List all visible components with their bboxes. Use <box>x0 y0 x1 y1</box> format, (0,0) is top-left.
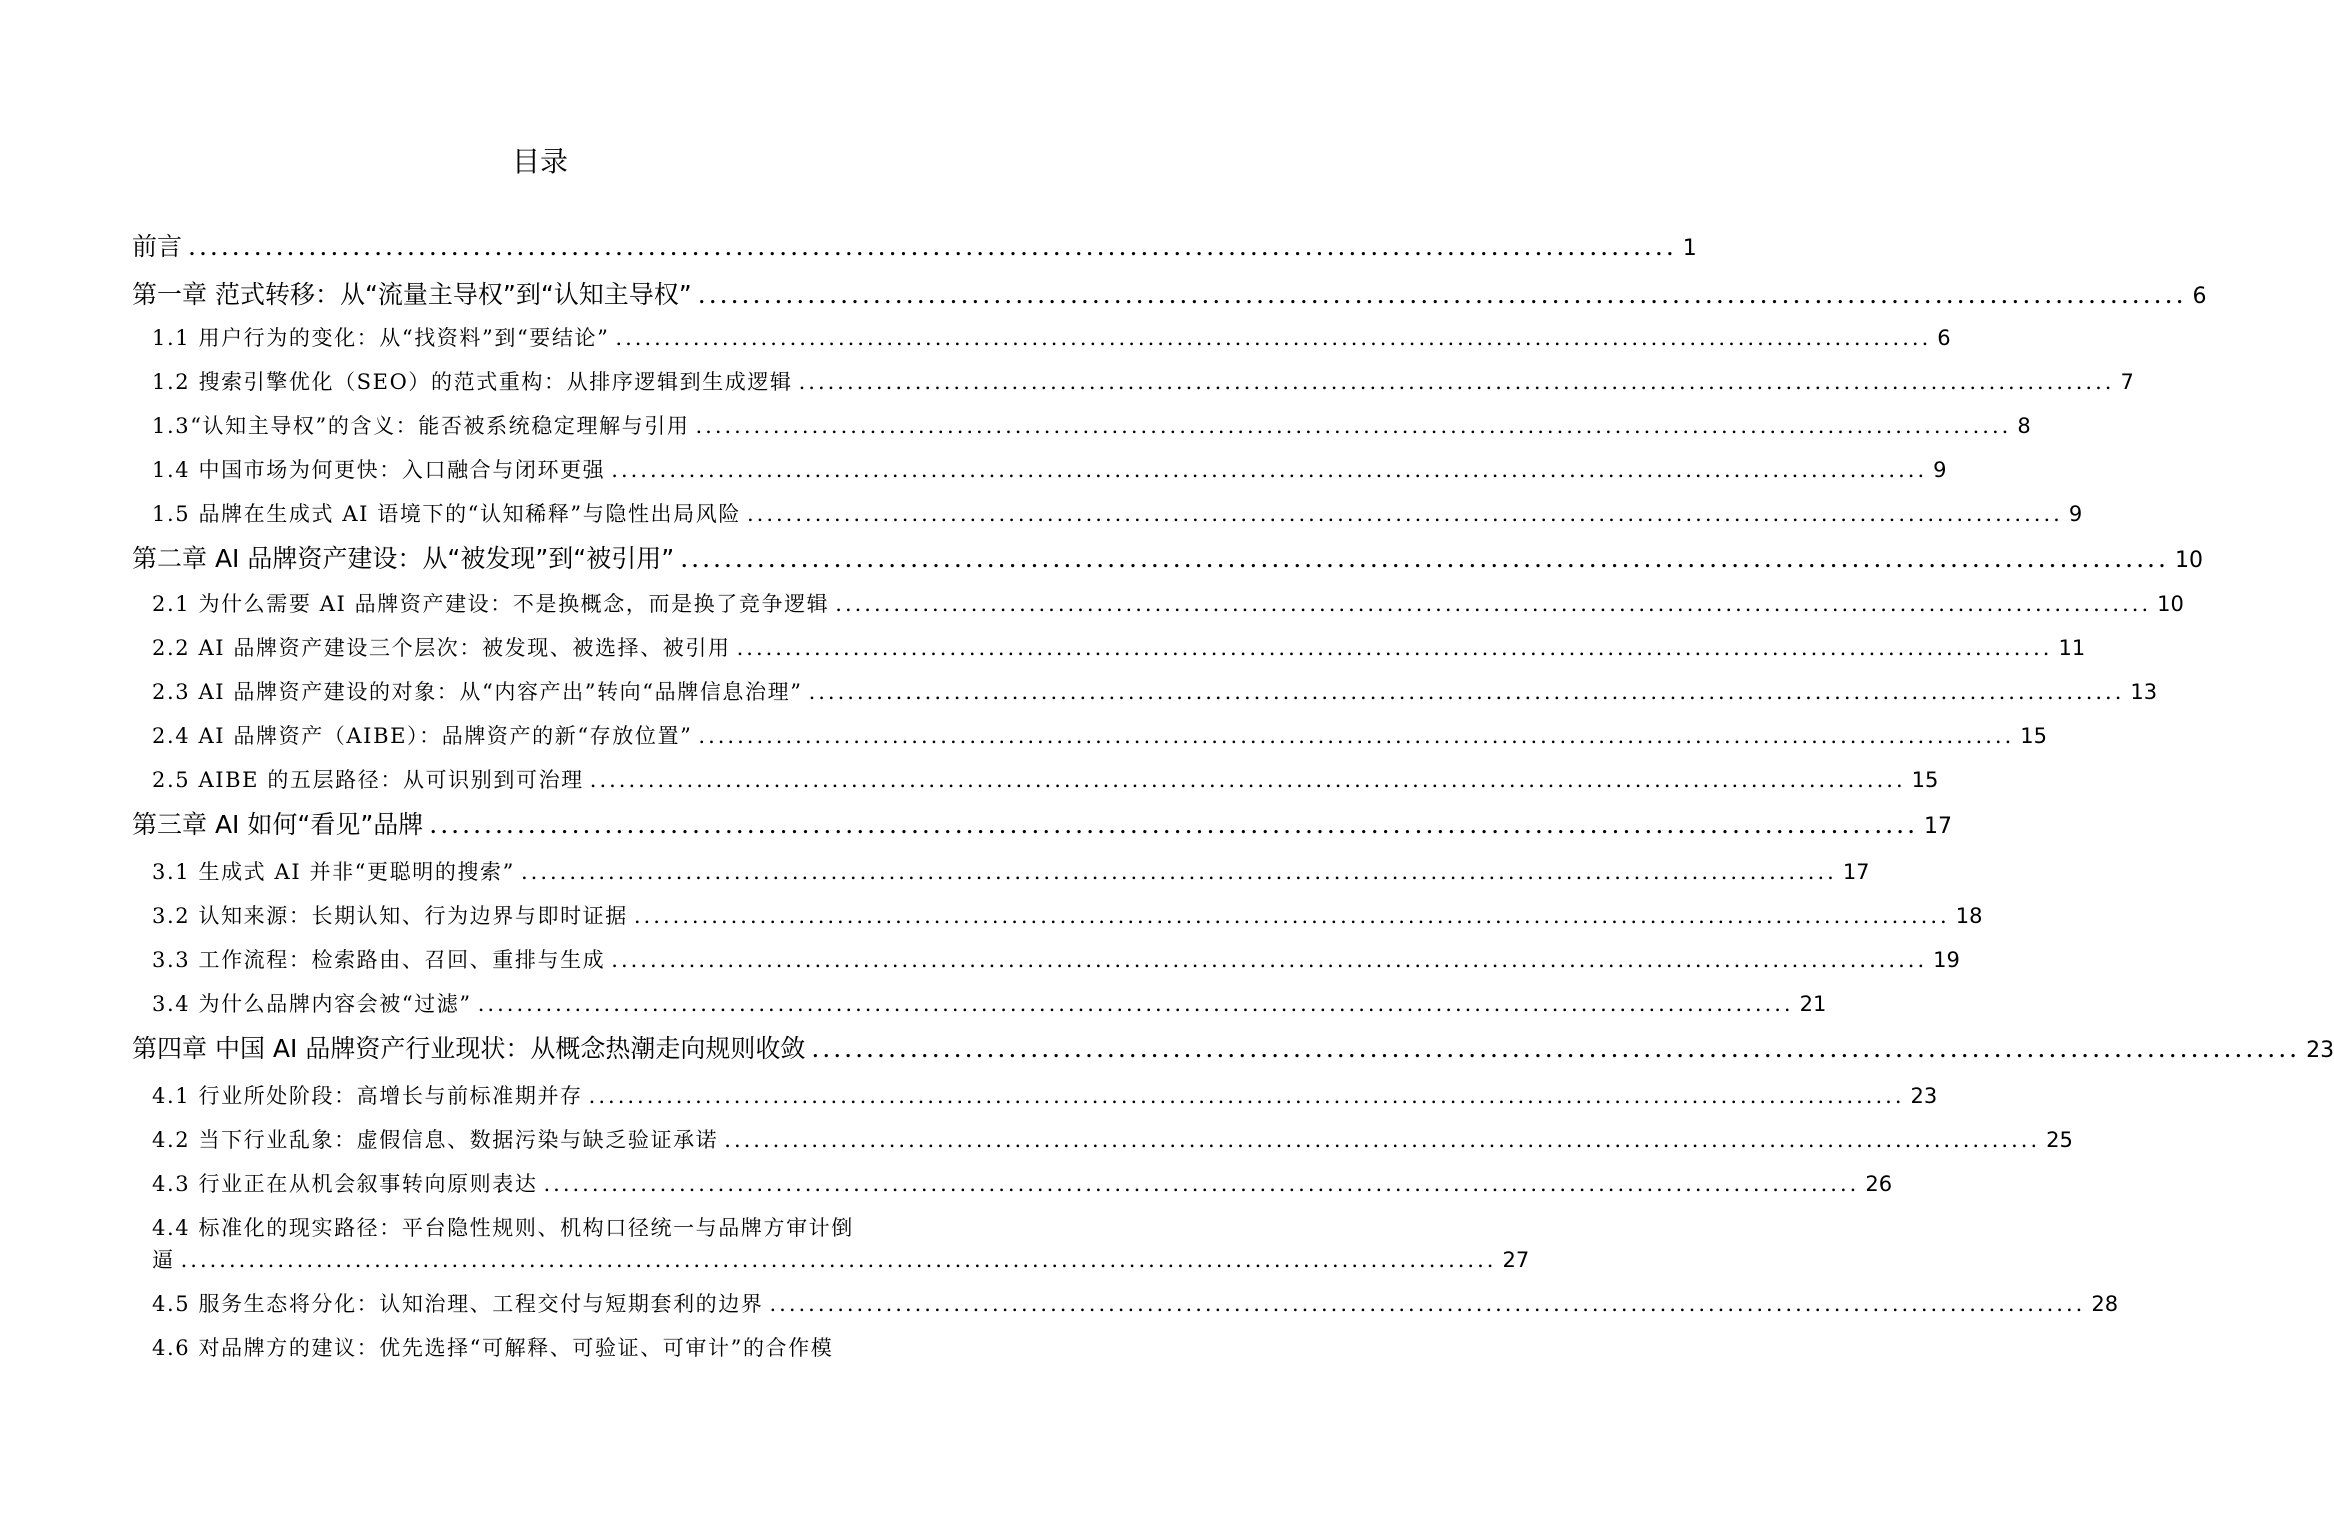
dot-leader: ........................................................................................................................................ <box>811 1034 2301 1063</box>
toc-entry-section-4-4-line-1[interactable] <box>152 1212 952 1244</box>
toc-entry-label: 1.4 中国市场为何更快：入口融合与闭环更强 <box>152 458 606 482</box>
toc-entry-section-1-1[interactable] <box>152 322 1951 354</box>
toc-entry-chapter-1[interactable] <box>132 278 2207 314</box>
dot-leader: ........................................................................................................................................ <box>588 1084 1905 1108</box>
toc-entry-page: 7 <box>2120 370 2134 394</box>
toc-entry-section-4-3[interactable] <box>152 1168 1893 1200</box>
toc-entry-page: 15 <box>2020 724 2047 748</box>
toc-entry-page: 9 <box>1933 458 1947 482</box>
toc-entry-page: 10 <box>2174 548 2203 573</box>
toc-entry-section-1-4[interactable] <box>152 454 1947 486</box>
toc-entry-page: 15 <box>1911 768 1939 792</box>
toc-entry-section-2-4[interactable] <box>152 720 2047 752</box>
dot-leader: ........................................................................................................................................ <box>769 1292 2086 1316</box>
toc-entry-label: 4.4 标准化的现实路径：平台隐性规则、机构口径统一与品牌方审计倒 <box>152 1216 854 1240</box>
dot-leader: ........................................................................................................................................ <box>611 458 1928 482</box>
toc-entry-label: 第一章 范式转移：从“流量主导权”到“认知主导权” <box>132 280 692 309</box>
dot-leader: ........................................................................................................................................ <box>520 860 1837 884</box>
dot-leader: ........................................................................................................................................ <box>477 992 1794 1016</box>
toc-entry-page: 23 <box>2306 1038 2334 1063</box>
dot-leader: ........................................................................................................................................ <box>615 326 1932 350</box>
toc-entry-label: 第二章 AI 品牌资产建设：从“被发现”到“被引用” <box>132 544 675 573</box>
dot-leader: ........................................................................................................................................ <box>835 592 2152 616</box>
toc-entry-preface[interactable] <box>132 230 1697 266</box>
toc-entry-label: 第四章 中国 AI 品牌资产行业现状：从概念热潮走向规则收敛 <box>132 1034 806 1063</box>
toc-entry-page: 17 <box>1842 860 1870 884</box>
toc-entry-section-1-2[interactable] <box>152 366 2134 398</box>
dot-leader: ........................................................................................................................................ <box>798 370 2115 394</box>
toc-entry-section-3-4[interactable] <box>152 988 1827 1020</box>
toc-entry-page: 27 <box>1502 1248 1530 1272</box>
toc-entry-label: 4.1 行业所处阶段：高增长与前标准期并存 <box>152 1084 583 1108</box>
dot-leader: ........................................................................................................................................ <box>180 1248 1497 1272</box>
toc-entry-label: 2.5 AIBE 的五层路径：从可识别到可治理 <box>152 768 584 792</box>
toc-entry-label: 2.2 AI 品牌资产建设三个层次：被发现、被选择、被引用 <box>152 636 731 660</box>
toc-entry-page: 10 <box>2157 592 2184 616</box>
toc-entry-page: 26 <box>1865 1172 1893 1196</box>
toc-entry-section-4-4-line-2[interactable] <box>152 1244 1530 1276</box>
toc-entry-section-4-6[interactable] <box>152 1332 952 1364</box>
toc-entry-label-continued: 逼 <box>152 1248 175 1272</box>
toc-entry-page: 8 <box>2017 414 2031 438</box>
dot-leader: ........................................................................................................................................ <box>746 502 2063 526</box>
toc-entry-section-2-3[interactable] <box>152 676 2158 708</box>
toc-entry-label: 3.1 生成式 AI 并非“更聪明的搜索” <box>152 860 515 884</box>
toc-entry-section-2-5[interactable] <box>152 764 1939 796</box>
toc-entry-page: 17 <box>1924 814 1953 839</box>
toc-entry-section-4-1[interactable] <box>152 1080 1938 1112</box>
toc-entry-page: 6 <box>1937 326 1951 350</box>
dot-leader: ........................................................................................................................................ <box>736 636 2053 660</box>
toc-entry-label: 4.3 行业正在从机会叙事转向原则表达 <box>152 1172 538 1196</box>
dot-leader: ........................................................................................................................................ <box>543 1172 1860 1196</box>
toc-entry-section-3-3[interactable] <box>152 944 1960 976</box>
toc-entry-label: 3.2 认知来源：长期认知、行为边界与即时证据 <box>152 904 628 928</box>
toc-entry-page: 6 <box>2192 284 2207 309</box>
toc-entry-label: 4.2 当下行业乱象：虚假信息、数据污染与缺乏验证承诺 <box>152 1128 719 1152</box>
toc-entry-page: 1 <box>1682 236 1697 261</box>
dot-leader: ........................................................................................................................................ <box>188 232 1677 261</box>
toc-entry-section-4-5[interactable] <box>152 1288 2119 1320</box>
toc-entry-label: 1.3“认知主导权”的含义：能否被系统稳定理解与引用 <box>152 414 690 438</box>
toc-entry-label: 3.4 为什么品牌内容会被“过滤” <box>152 992 472 1016</box>
toc-entry-label: 3.3 工作流程：检索路由、召回、重排与生成 <box>152 948 606 972</box>
toc-entry-section-3-2[interactable] <box>152 900 1983 932</box>
dot-leader: ........................................................................................................................................ <box>697 280 2187 309</box>
toc-entry-page: 21 <box>1799 992 1827 1016</box>
toc-entry-page: 18 <box>1955 904 1983 928</box>
toc-entry-label: 2.1 为什么需要 AI 品牌资产建设：不是换概念，而是换了竞争逻辑 <box>152 592 830 616</box>
dot-leader: ........................................................................................................................................ <box>695 414 2012 438</box>
dot-leader: ........................................................................................................................................ <box>633 904 1950 928</box>
toc-entry-page: 19 <box>1933 948 1960 972</box>
toc-entry-section-2-1[interactable] <box>152 588 2184 620</box>
dot-leader: ........................................................................................................................................ <box>611 948 1928 972</box>
toc-entry-section-1-3[interactable] <box>152 410 2031 442</box>
toc-entry-label: 前言 <box>132 232 183 261</box>
toc-entry-chapter-3[interactable] <box>132 808 1953 844</box>
toc-entry-label: 1.2 搜索引擎优化（SEO）的范式重构：从排序逻辑到生成逻辑 <box>152 370 793 394</box>
toc-entry-section-2-2[interactable] <box>152 632 2086 664</box>
toc-entry-section-3-1[interactable] <box>152 856 1870 888</box>
dot-leader: ........................................................................................................................................ <box>429 810 1919 839</box>
toc-entry-chapter-4[interactable] <box>132 1032 2334 1068</box>
toc-entry-label: 1.5 品牌在生成式 AI 语境下的“认知稀释”与隐性出局风险 <box>152 502 741 526</box>
toc-entry-page: 23 <box>1910 1084 1938 1108</box>
toc-entry-chapter-2[interactable] <box>132 542 2203 578</box>
toc-entry-label: 第三章 AI 如何“看见”品牌 <box>132 810 424 839</box>
toc-entry-section-4-2[interactable] <box>152 1124 2073 1156</box>
toc-entry-page: 13 <box>2130 680 2158 704</box>
toc-entry-label: 4.6 对品牌方的建议：优先选择“可解释、可验证、可审计”的合作模 <box>152 1336 834 1360</box>
dot-leader: ........................................................................................................................................ <box>680 544 2169 573</box>
dot-leader: ........................................................................................................................................ <box>808 680 2125 704</box>
toc-entry-label: 2.4 AI 品牌资产（AIBE）：品牌资产的新“存放位置” <box>152 724 693 748</box>
toc-entry-page: 11 <box>2058 636 2086 660</box>
toc-title: 目录 <box>511 145 568 178</box>
toc-entry-section-1-5[interactable] <box>152 498 2083 530</box>
toc-entry-page: 28 <box>2091 1292 2119 1316</box>
toc-entry-label: 1.1 用户行为的变化：从“找资料”到“要结论” <box>152 326 610 350</box>
dot-leader: ........................................................................................................................................ <box>589 768 1906 792</box>
toc-entry-label: 2.3 AI 品牌资产建设的对象：从“内容产出”转向“品牌信息治理” <box>152 680 803 704</box>
dot-leader: ........................................................................................................................................ <box>724 1128 2041 1152</box>
toc-entry-page: 9 <box>2068 502 2083 526</box>
dot-leader: ........................................................................................................................................ <box>698 724 2015 748</box>
toc-entry-page: 25 <box>2046 1128 2073 1152</box>
toc-entry-label: 4.5 服务生态将分化：认知治理、工程交付与短期套利的边界 <box>152 1292 764 1316</box>
